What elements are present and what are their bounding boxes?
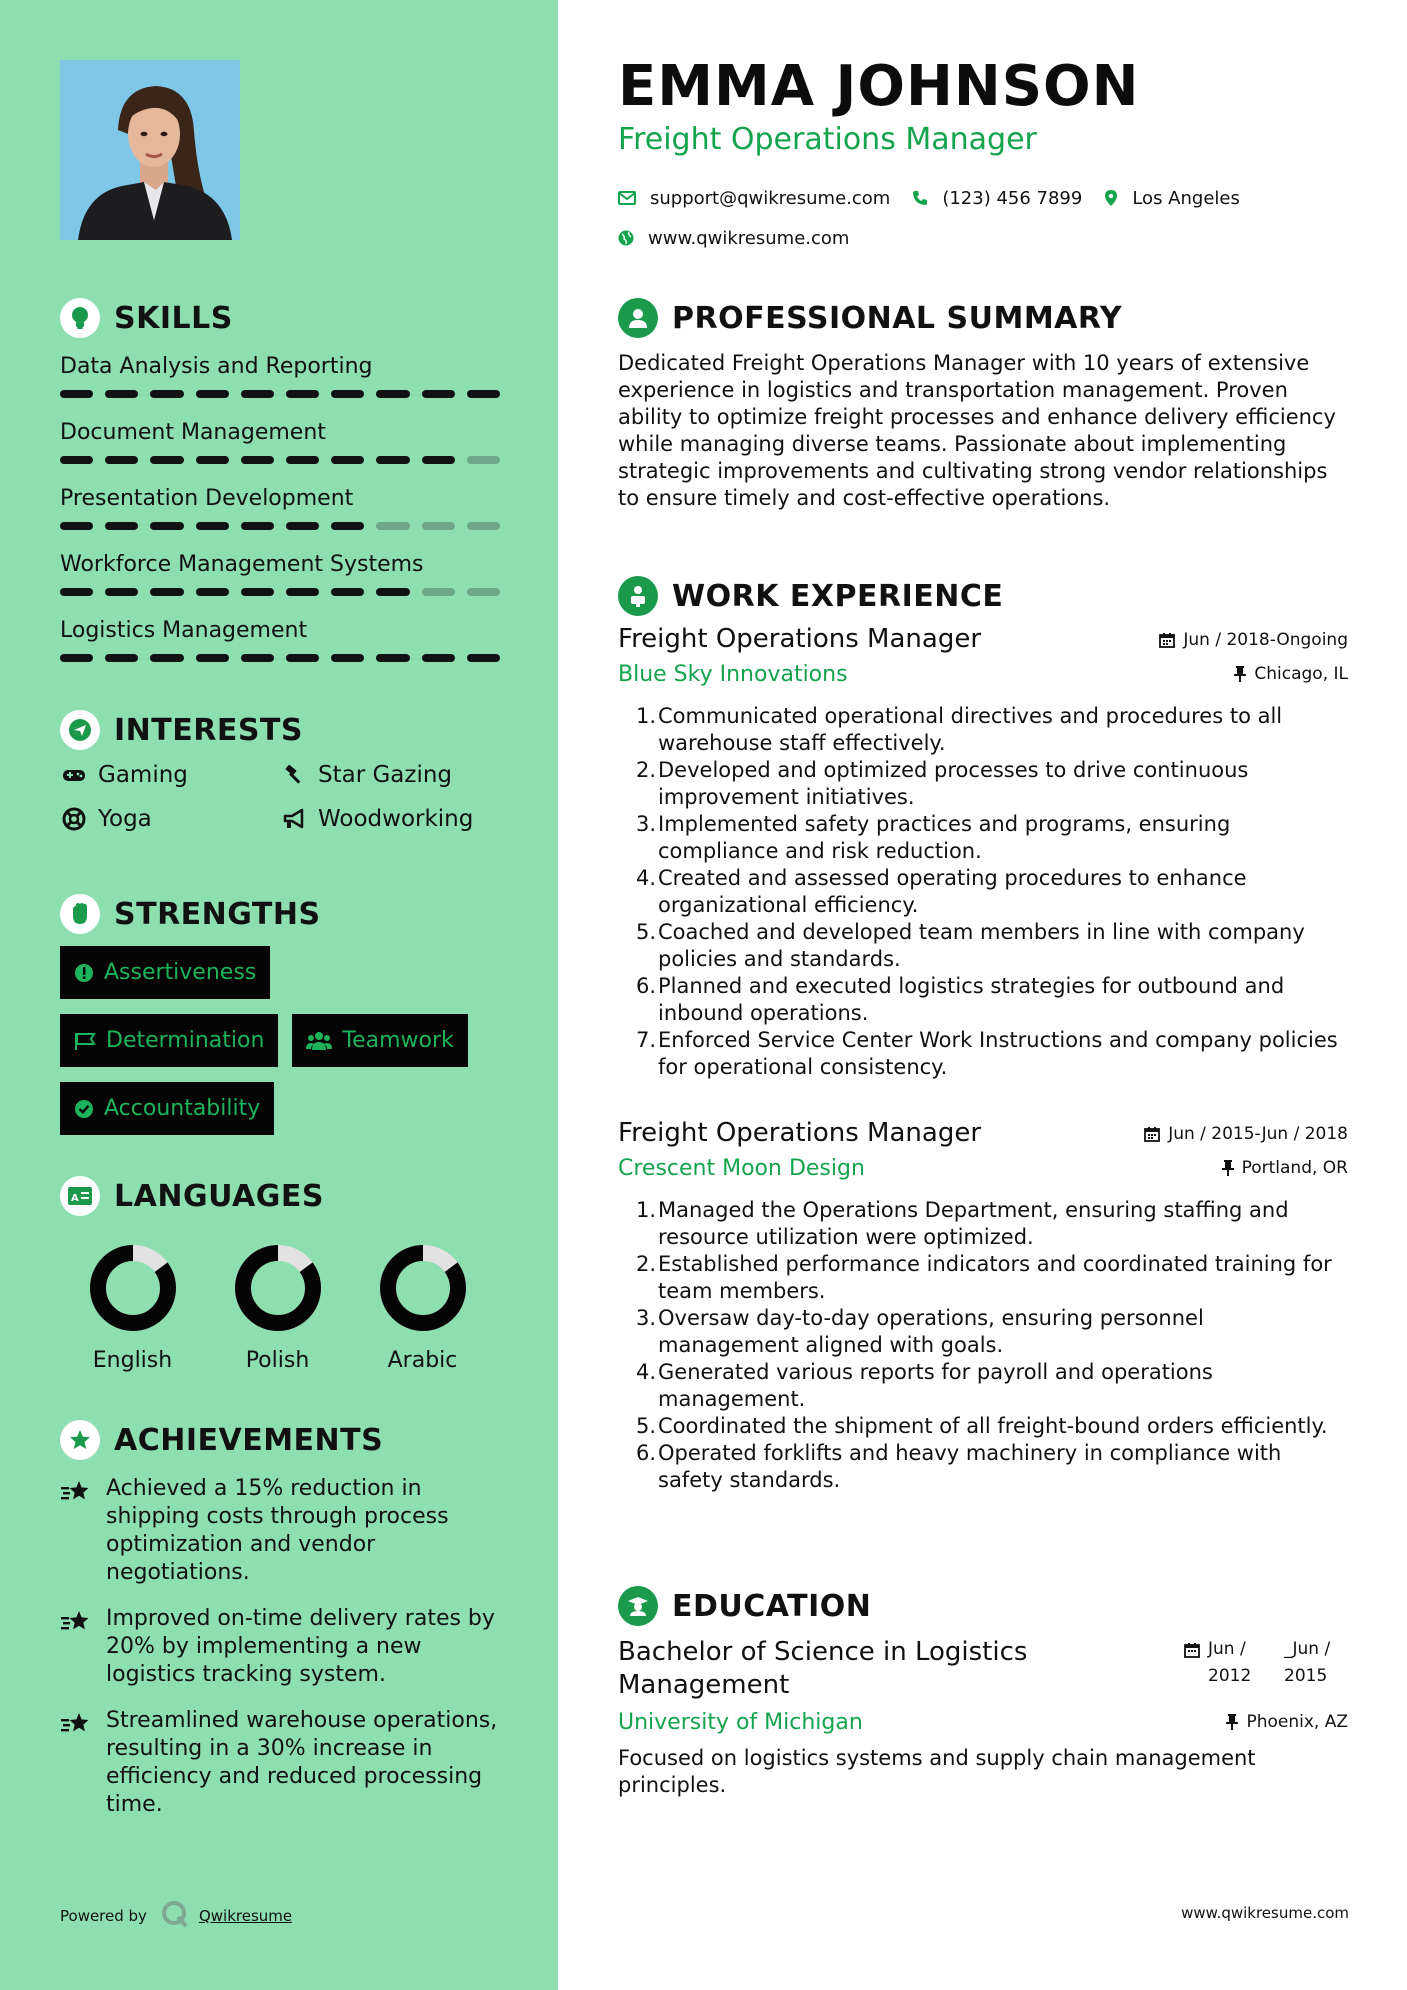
main-content	[558, 0, 1407, 1990]
skill-segment-filled	[150, 588, 183, 596]
skill-segment-filled	[196, 456, 229, 464]
achievement-item	[60, 1707, 500, 1819]
skill-segment-filled	[422, 390, 455, 398]
skill-name: Document Management	[60, 420, 326, 445]
interest-item	[280, 806, 500, 832]
achievement-item	[60, 1475, 500, 1587]
skill-segment-filled	[150, 456, 183, 464]
strengths-heading	[60, 894, 321, 934]
skill-name: Logistics Management	[60, 618, 308, 643]
job-duty-item: 2. Developed and optimized processes to drive continuous improvement initiatives.	[636, 758, 1249, 809]
achievement-text: Streamlined warehouse operations, resulting in a 30% increase in efficiency and reduced processing time.	[106, 1708, 498, 1817]
interest-label: Yoga	[98, 806, 152, 832]
profile-photo	[60, 60, 240, 240]
languages-list	[60, 1242, 500, 1373]
email-text: support@qwikresume.com	[650, 187, 891, 209]
skill-segment-filled	[105, 456, 138, 464]
skill-segment-filled	[422, 456, 455, 464]
skill-segment-filled	[286, 588, 319, 596]
skill-name: Data Analysis and Reporting	[60, 354, 373, 379]
job-duties	[618, 703, 1348, 1081]
flag-icon	[74, 1031, 96, 1051]
skill-item	[60, 350, 500, 416]
interest-label: Woodworking	[318, 806, 474, 832]
skill-segment-filled	[241, 456, 274, 464]
language-name: Polish	[245, 1348, 310, 1373]
skill-segment-empty	[376, 522, 409, 530]
envelope-icon	[618, 191, 636, 205]
strengths-list	[60, 946, 500, 1150]
gamepad-icon	[60, 767, 88, 783]
calendar-icon	[1144, 1126, 1160, 1142]
company-name: Crescent Moon Design	[618, 1156, 865, 1181]
interest-item	[280, 762, 500, 788]
skill-segment-filled	[376, 588, 409, 596]
job-duty-item: 4. Created and assessed operating procedures to enhance organizational efficiency.	[636, 866, 1247, 917]
job-duty-item: 5. Coordinated the shipment of all freight-bound orders efficiently.	[636, 1414, 1328, 1438]
job-duty-item: 6. Planned and executed logistics strategies for outbound and inbound operations.	[636, 974, 1285, 1025]
job-duty-item: 2. Established performance indicators and coordinated training for team members.	[636, 1252, 1332, 1303]
svg-text:A: A	[71, 1193, 79, 1204]
skill-segment-empty	[422, 588, 455, 596]
company-name: Blue Sky Innovations	[618, 662, 848, 687]
skill-segment-filled	[241, 654, 274, 662]
skill-item	[60, 416, 500, 482]
languages-title: LANGUAGES	[114, 1178, 324, 1214]
pushpin-icon	[1226, 1714, 1238, 1730]
skill-segment-filled	[331, 654, 364, 662]
footer-website-link[interactable]: www.qwikresume.com	[1181, 1904, 1349, 1922]
achievements-heading	[60, 1420, 383, 1460]
qwikresume-logo-icon	[161, 1900, 189, 1932]
language-card-icon	[60, 1176, 100, 1216]
strengths-title: STRENGTHS	[114, 896, 321, 932]
star-badge-icon	[60, 1420, 100, 1460]
interest-item	[60, 762, 280, 788]
contact-website[interactable]	[618, 228, 849, 249]
hammer-icon	[280, 764, 308, 786]
website-text: www.qwikresume.com	[648, 227, 850, 249]
candidate-name: EMMA JOHNSON	[618, 54, 1140, 119]
skill-segment-filled	[196, 390, 229, 398]
skill-segment-filled	[105, 522, 138, 530]
fist-icon	[60, 894, 100, 934]
job-dates-text: Jun / 2018-Ongoing	[1183, 630, 1348, 650]
skill-segment-filled	[150, 522, 183, 530]
skill-level-bar	[60, 390, 500, 398]
skill-name: Workforce Management Systems	[60, 552, 424, 577]
job-dates	[1159, 630, 1348, 650]
calendar-icon	[1184, 1642, 1200, 1658]
job-duty-item: 7. Enforced Service Center Work Instructions and company policies for operational consistency.	[636, 1028, 1338, 1079]
school-location-text: Phoenix, AZ	[1246, 1712, 1348, 1732]
globe-icon	[618, 230, 634, 246]
megaphone-icon	[280, 808, 308, 830]
job-location-text: Chicago, IL	[1254, 664, 1348, 684]
skill-segment-filled	[60, 390, 93, 398]
skill-item	[60, 614, 500, 680]
skill-segment-filled	[241, 390, 274, 398]
graduate-icon	[618, 1586, 658, 1626]
skills-heading	[60, 298, 233, 338]
summary-text: Dedicated Freight Operations Manager with 10 years of extensive experience in logistics and transportation management. Proven ability to optimize freight processes and enhance delivery efficiency while managing diverse teams. Passionate about implementing strategic improvements and cultivating strong vendor relationships to ensure timely and cost-effective operations.	[618, 351, 1336, 510]
exclamation-circle-icon	[74, 963, 94, 983]
job-dates-text: Jun / 2015-Jun / 2018	[1168, 1124, 1348, 1144]
skill-segment-filled	[331, 588, 364, 596]
skill-segment-filled	[422, 654, 455, 662]
skill-segment-filled	[376, 654, 409, 662]
language-item	[205, 1242, 350, 1373]
skill-level-bar	[60, 654, 500, 662]
shooting-star-icon	[60, 1707, 106, 1819]
skill-segment-filled	[150, 390, 183, 398]
job-duty-item: 6. Operated forklifts and heavy machinery in compliance with safety standards.	[636, 1441, 1282, 1492]
skill-segment-filled	[60, 654, 93, 662]
strength-label: Accountability	[104, 1096, 261, 1121]
summary-heading	[618, 298, 1122, 338]
job-duty-item: 1. Managed the Operations Department, ensuring staffing and resource utilization were optimized.	[636, 1198, 1289, 1249]
strength-tag	[292, 1014, 467, 1067]
candidate-job-title: Freight Operations Manager	[618, 122, 1037, 157]
education-start-date: Jun / 2012	[1208, 1639, 1252, 1686]
summary-title: PROFESSIONAL SUMMARY	[672, 300, 1123, 336]
users-icon	[306, 1031, 332, 1051]
skill-level-bar	[60, 456, 500, 464]
skill-segment-filled	[241, 588, 274, 596]
interest-label: Gaming	[98, 762, 188, 788]
skill-level-bar	[60, 588, 500, 596]
interests-list	[60, 762, 500, 832]
experience-heading	[618, 576, 1003, 616]
language-name: Arabic	[387, 1348, 458, 1373]
skill-item	[60, 482, 500, 548]
powered-by-label: Powered by	[60, 1907, 147, 1925]
skill-segment-empty	[467, 588, 500, 596]
language-item	[60, 1242, 205, 1373]
interest-label: Star Gazing	[318, 762, 453, 788]
qwikresume-link[interactable]: Qwikresume	[198, 1907, 293, 1925]
skill-segment-empty	[467, 456, 500, 464]
job-entry-title: Freight Operations Manager	[618, 1118, 982, 1148]
strength-tag	[60, 1014, 278, 1067]
skill-segment-filled	[60, 588, 93, 596]
shooting-star-icon	[60, 1475, 106, 1587]
job-dates	[1144, 1124, 1348, 1144]
skill-segment-filled	[286, 522, 319, 530]
skill-segment-filled	[196, 522, 229, 530]
school-name: University of Michigan	[618, 1710, 863, 1735]
skill-segment-filled	[467, 654, 500, 662]
skill-segment-filled	[331, 390, 364, 398]
skill-segment-filled	[196, 654, 229, 662]
contact-phone[interactable]	[912, 188, 1082, 209]
achievements-title: ACHIEVEMENTS	[114, 1422, 384, 1458]
skill-name: Presentation Development	[60, 486, 354, 511]
language-name: English	[92, 1348, 173, 1373]
skill-segment-filled	[331, 522, 364, 530]
job-location-text: Portland, OR	[1241, 1158, 1348, 1178]
interest-item	[60, 806, 280, 832]
skill-segment-filled	[467, 390, 500, 398]
interests-title: INTERESTS	[114, 712, 303, 748]
education-title: EDUCATION	[672, 1588, 872, 1624]
school-location	[1226, 1712, 1348, 1732]
skill-segment-filled	[196, 588, 229, 596]
job-duty-item: 4. Generated various reports for payroll and operations management.	[636, 1360, 1213, 1411]
skill-segment-filled	[286, 654, 319, 662]
powered-by	[60, 1900, 292, 1932]
contact-info	[618, 178, 1378, 258]
strength-tag	[60, 946, 270, 999]
achievement-text: Improved on-time delivery rates by 20% by implementing a new logistics tracking system.	[106, 1606, 495, 1687]
language-proficiency-ring	[87, 1242, 179, 1334]
achievements-list	[60, 1475, 500, 1837]
skill-segment-filled	[241, 522, 274, 530]
achievement-text: Achieved a 15% reduction in shipping costs through process optimization and vendor negotiations.	[106, 1476, 449, 1585]
skill-segment-filled	[105, 654, 138, 662]
pushpin-icon	[1234, 666, 1246, 682]
user-icon	[618, 298, 658, 338]
interests-heading	[60, 710, 303, 750]
language-proficiency-ring	[377, 1242, 469, 1334]
pushpin-icon	[1222, 1160, 1234, 1176]
skill-segment-filled	[286, 390, 319, 398]
strength-label: Teamwork	[342, 1028, 454, 1053]
contact-email[interactable]	[618, 188, 890, 209]
sidebar	[0, 0, 558, 1990]
skill-segment-filled	[105, 390, 138, 398]
job-location	[1222, 1158, 1348, 1178]
map-pin-icon	[1104, 189, 1118, 207]
contact-location	[1104, 188, 1240, 209]
strength-label: Determination	[106, 1028, 265, 1053]
skill-level-bar	[60, 522, 500, 530]
education-heading	[618, 1586, 871, 1626]
lifebuoy-icon	[60, 807, 88, 831]
skill-item	[60, 548, 500, 614]
job-duty-item: 3. Implemented safety practices and programs, ensuring compliance and risk reduction.	[636, 812, 1231, 863]
education-end-date: _Jun / 2015	[1284, 1639, 1331, 1686]
experience-title: WORK EXPERIENCE	[672, 578, 1004, 614]
presenter-icon	[618, 576, 658, 616]
education-description: Focused on logistics systems and supply chain management principles.	[618, 1746, 1256, 1797]
language-item	[350, 1242, 495, 1373]
skill-segment-empty	[467, 522, 500, 530]
skill-segment-filled	[60, 522, 93, 530]
phone-text: (123) 456 7899	[942, 187, 1083, 209]
strength-label: Assertiveness	[104, 960, 257, 985]
degree-title: Bachelor of Science in Logistics Management	[618, 1637, 1028, 1700]
skill-segment-filled	[376, 456, 409, 464]
achievement-item	[60, 1605, 500, 1689]
location-text: Los Angeles	[1132, 187, 1240, 209]
calendar-icon	[1159, 632, 1175, 648]
skills-list	[60, 350, 500, 680]
skill-segment-filled	[331, 456, 364, 464]
skills-title: SKILLS	[114, 300, 233, 336]
languages-heading	[60, 1176, 324, 1216]
skill-segment-filled	[286, 456, 319, 464]
job-location	[1234, 664, 1348, 684]
phone-icon	[912, 190, 928, 206]
lightbulb-icon	[60, 298, 100, 338]
strength-tag	[60, 1082, 274, 1135]
check-circle-icon	[74, 1099, 94, 1119]
job-entry	[618, 1118, 1348, 1494]
job-duty-item: 5. Coached and developed team members in line with company policies and standards.	[636, 920, 1305, 971]
language-proficiency-ring	[232, 1242, 324, 1334]
skill-segment-filled	[60, 456, 93, 464]
job-entry	[618, 624, 1348, 1081]
job-duty-item: 1. Communicated operational directives and procedures to all warehouse staff effectively.	[636, 704, 1283, 755]
skill-segment-filled	[376, 390, 409, 398]
job-entry-title: Freight Operations Manager	[618, 624, 982, 654]
skill-segment-filled	[105, 588, 138, 596]
skill-segment-filled	[150, 654, 183, 662]
shooting-star-icon	[60, 1605, 106, 1689]
education-entry	[618, 1636, 1348, 1799]
job-duty-item: 3. Oversaw day-to-day operations, ensuring personnel management aligned with goals.	[636, 1306, 1204, 1357]
paper-plane-icon	[60, 710, 100, 750]
skill-segment-empty	[422, 522, 455, 530]
education-dates	[1184, 1636, 1348, 1690]
job-duties	[618, 1197, 1348, 1494]
